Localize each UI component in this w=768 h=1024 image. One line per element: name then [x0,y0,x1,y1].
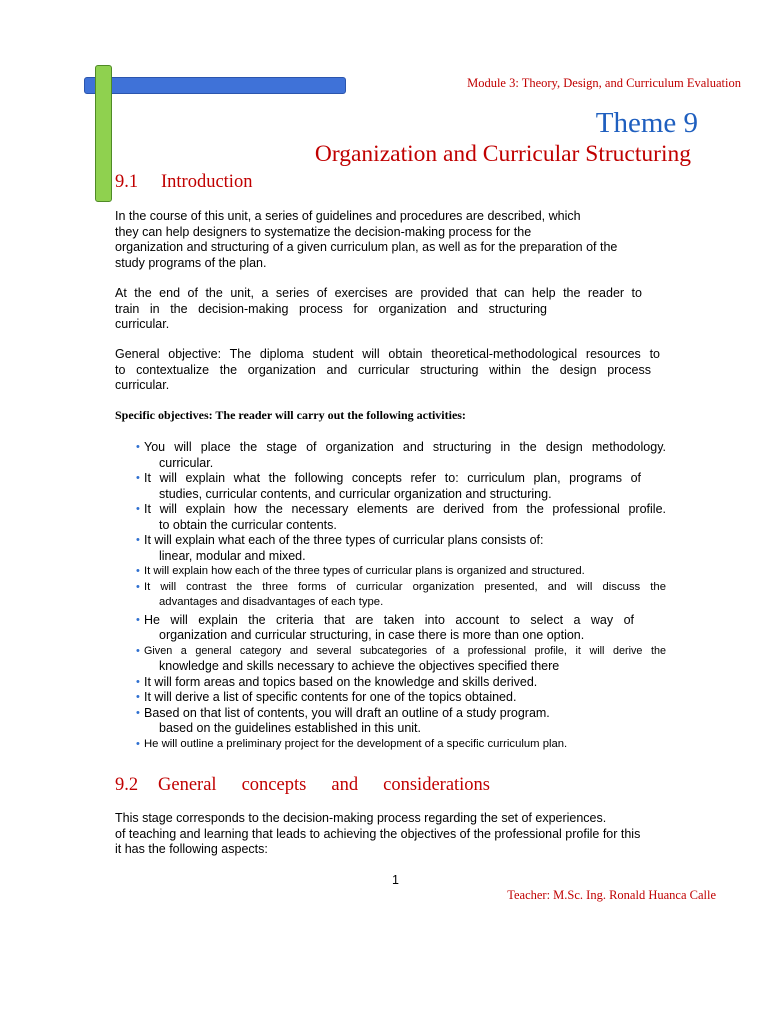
list-item-continuation: linear, modular and mixed. [159,548,306,563]
title-word: General [158,775,217,795]
theme-subtitle: Organization and Curricular Structuring [314,141,691,167]
list-item-text: It will explain how each of the three types of curricular plans is organized and structured. [144,565,585,577]
intro-paragraph-2 [115,286,666,333]
teacher-footer: Teacher: M.Sc. Ing. Ronald Huanca Calle [507,888,716,902]
list-item-text: It will contrast the three forms of curricular organization presented, and will discuss the [144,580,666,593]
intro-paragraph-1 [115,209,666,271]
paragraph-line: This stage corresponds to the decision-making process regarding the set of experiences. [115,811,607,825]
list-item [136,613,666,644]
list-item [136,675,666,691]
section-heading-introduction [115,172,252,193]
bullet-icon: • [136,534,140,546]
list-item [136,737,666,753]
section-title: Introduction [161,172,253,192]
bullet-icon: • [136,580,140,593]
paragraph-line: organization and structuring of a given curriculum plan, as well as for the preparation of the [115,240,618,254]
list-item-continuation: studies, curricular contents, and curricular organization and structuring. [159,486,552,501]
title-word: concepts [241,775,307,795]
general-concepts-paragraph [115,811,666,858]
list-item [136,471,666,502]
list-item-text: Based on that list of contents, you will draft an outline of a study program. [144,705,550,720]
paragraph-line: to contextualize the organization and curricular structuring within the design process [115,362,651,377]
paragraph-line: General objective: The diploma student will obtain theoretical-methodological resources to [115,347,660,361]
bullet-icon: • [136,565,140,577]
bullet-icon: • [136,503,140,515]
paragraph-line: curricular. [115,378,170,392]
bullet-icon: • [136,644,140,657]
title-word: and [331,775,359,795]
paragraph-line: study programs of the plan. [115,255,267,270]
section-number: 9.1 [115,172,139,192]
list-item-continuation: curricular. [159,455,214,470]
objectives-list [136,440,666,752]
list-item-text: It will explain what each of the three types of curricular plans consists of: [144,533,544,547]
list-item [136,690,666,706]
list-item [136,533,666,564]
bullet-icon: • [136,706,140,719]
paragraph-line: At the end of the unit, a series of exercises are provided that can help the reader to [115,286,642,300]
specific-objectives-heading: Specific objectives: The reader will carry out the following activities: [115,408,466,422]
paragraph-line: they can help designers to systematize the decision-making process for the [115,224,532,239]
list-item-continuation: to obtain the curricular contents. [159,517,337,532]
bullet-icon: • [136,472,140,484]
paragraph-line: train in the decision-making process for organization and structuring [115,301,547,316]
list-item-text: It will explain how the necessary elements are derived from the professional profile. [144,502,666,516]
list-item [136,502,666,533]
list-item [136,706,666,737]
bullet-icon: • [136,613,140,626]
list-item [136,644,666,675]
list-item [136,564,666,580]
bullet-icon: • [136,691,140,703]
list-item-continuation: advantages and disadvantages of each type. [159,596,384,608]
paragraph-line: of teaching and learning that leads to achieving the objectives of the professional profile for this [115,826,641,841]
list-item-text: Given a general category and several subcategories of a professional profile, it will derive the [144,644,666,657]
title-word: considerations [383,775,491,795]
section-title [158,775,490,796]
list-item-continuation: organization and curricular structuring, in case there is more than one option. [159,628,585,642]
paragraph-line: it has the following aspects: [115,842,268,856]
theme-title: Theme 9 [595,107,698,139]
section-heading-general-concepts [115,775,490,796]
bullet-icon: • [136,675,140,688]
header-green-bar [95,65,112,202]
list-item-text: He will outline a preliminary project for the development of a specific curriculum plan. [144,737,568,750]
page-number: 1 [392,873,399,887]
list-item-continuation: knowledge and skills necessary to achieve the objectives specified there [159,659,560,673]
paragraph-line: In the course of this unit, a series of guidelines and procedures are described, which [115,209,581,223]
bullet-icon: • [136,737,140,750]
general-objective-paragraph [115,347,666,394]
header-blue-bar [84,77,346,94]
paragraph-line: curricular. [115,317,170,331]
list-item-text: It will explain what the following concepts refer to: curriculum plan, programs of [144,471,641,485]
list-item [136,440,666,471]
list-item-text: He will explain the criteria that are taken into account to select a way of [144,612,634,627]
list-item-text: It will derive a list of specific contents for one of the topics obtained. [144,690,517,704]
list-item [136,580,666,611]
bullet-icon: • [136,441,140,453]
list-item-continuation: based on the guidelines established in this unit. [159,721,421,735]
list-item-text: You will place the stage of organization and structuring in the design methodology. [144,440,666,454]
list-item-text: It will form areas and topics based on the knowledge and skills derived. [144,674,538,689]
module-header: Module 3: Theory, Design, and Curriculum Evaluation [467,76,741,90]
section-number: 9.2 [115,775,139,795]
